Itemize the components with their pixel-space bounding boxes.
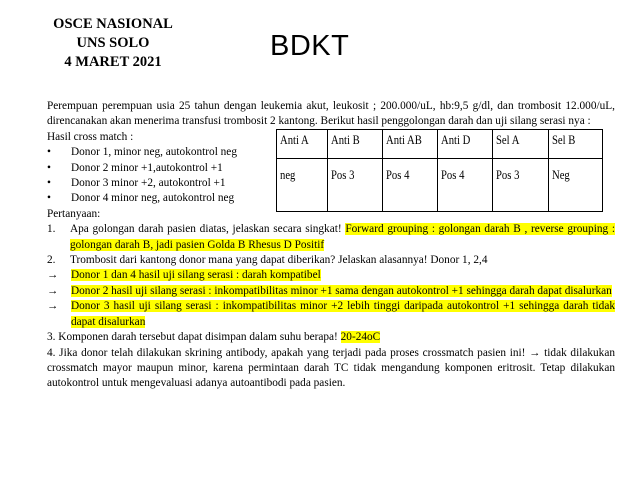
table-cell (383, 159, 438, 212)
questions-title: Pertanyaan: (47, 207, 101, 220)
answer-body (71, 268, 615, 283)
exam-header (46, 15, 180, 72)
cell-value: Pos 4 (441, 167, 465, 182)
table-header-cell (438, 130, 493, 159)
header-label: Sel B (552, 132, 576, 147)
crossmatch-title: Hasil cross match : (47, 130, 134, 143)
question-1-body (70, 222, 615, 253)
table-cell (493, 159, 549, 212)
header-label: Anti D (441, 132, 471, 147)
answer-body (71, 284, 615, 299)
cell-value: Neg (552, 167, 570, 182)
question-1 (47, 222, 615, 253)
bullet-icon: • (47, 161, 51, 174)
bullet-icon: • (47, 146, 51, 159)
question-4: 4. Jika donor telah dilakukan skrining antibody, apakah yang terjadi pada proses crossmatch pasien ini! → tidak dilakukan crossmatch mayor maupun minor, karena permintaan darah TC tidak mengandung komponen eritrosit. Tetap dilakukan autokontrol untuk mengevaluasi adanya autoantibodi pada pasien. (47, 346, 615, 390)
question-2-text: Trombosit dari kantong donor mana yang dapat diberikan? Jelaskan alasannya! Donor 1, 2,4 (70, 254, 488, 267)
answer-text: Donor 3 hasil uji silang serasi : inkompatibilitas minor +2 lebih tinggi daripada autokontrol +1 sehingga darah tidak dapat disalurkan (71, 300, 615, 328)
bullet-icon: • (47, 192, 51, 205)
question-2 (47, 253, 615, 268)
answer-item (47, 284, 615, 299)
question-3 (47, 330, 615, 345)
exam-header-line3: 4 MARET 2021 (64, 54, 162, 70)
question-1-text: Apa golongan darah pasien diatas, jelaskan secara singkat! (70, 223, 342, 236)
blood-group-table (276, 129, 603, 212)
answer-item (47, 268, 615, 283)
table-cell (438, 159, 493, 212)
answer-body (71, 299, 615, 330)
arrow-icon: → (47, 269, 59, 282)
header-label: Sel A (496, 132, 520, 147)
table-header-cell (493, 130, 549, 159)
exam-header-line1: OSCE NASIONAL (53, 16, 173, 32)
answer-item (47, 299, 615, 330)
question-number: 1. (47, 223, 56, 236)
table-cell (549, 159, 603, 212)
header-label: Anti B (331, 132, 360, 147)
bullet-icon: • (47, 177, 51, 190)
cell-value: Pos 3 (331, 167, 355, 182)
table-header-cell (328, 130, 383, 159)
table-cell (328, 159, 383, 212)
exam-header-line2: UNS SOLO (76, 35, 150, 51)
table-header-cell (549, 130, 603, 159)
donor-text: Donor 2 minor +1,autokontrol +1 (71, 161, 223, 174)
donor-text: Donor 3 minor +2, autokontrol +1 (71, 177, 226, 190)
answer-text: Donor 2 hasil uji silang serasi : inkompatibilitas minor +1 sama dengan autokontrol +1 sehingga darah dapat disalurkan (71, 284, 612, 297)
question-3-answer: 20-24oC (340, 331, 381, 344)
table-cell (277, 159, 328, 212)
table-row (277, 159, 603, 212)
arrow-icon: → (47, 300, 59, 313)
page-title: BDKT (270, 30, 350, 62)
question-3-text: 3. Komponen darah tersebut dapat disimpan dalam suhu berapa! (47, 331, 338, 344)
case-description: Perempuan perempuan usia 25 tahun dengan leukemia akut, leukosit ; 200.000/uL, hb:9,5 g/dl, dan trombosit 12.000/uL, direncanakan akan menerima transfusi trombosit 2 kantong. Berikut hasil penggolongan darah dan uji silang serasi nya : (47, 100, 615, 128)
answer-text: Donor 1 dan 4 hasil uji silang serasi : darah kompatibel (71, 269, 321, 282)
header-label: Anti A (280, 132, 309, 147)
donor-text: Donor 1, minor neg, autokontrol neg (71, 146, 237, 159)
cell-value: Pos 3 (496, 167, 520, 182)
question-1-answer: Forward grouping : golongan darah B , reverse grouping : golongan darah B, jadi pasien Golda B Rhesus D Positif (70, 223, 615, 251)
header-label: Anti AB (386, 132, 422, 147)
table-header-row (277, 130, 603, 159)
question-number: 2. (47, 254, 56, 267)
donor-text: Donor 4 minor neg, autokontrol neg (71, 192, 235, 205)
table-header-cell (383, 130, 438, 159)
cell-value: neg (280, 167, 296, 182)
table-header-cell (277, 130, 328, 159)
arrow-icon: → (47, 284, 59, 297)
cell-value: Pos 4 (386, 167, 410, 182)
